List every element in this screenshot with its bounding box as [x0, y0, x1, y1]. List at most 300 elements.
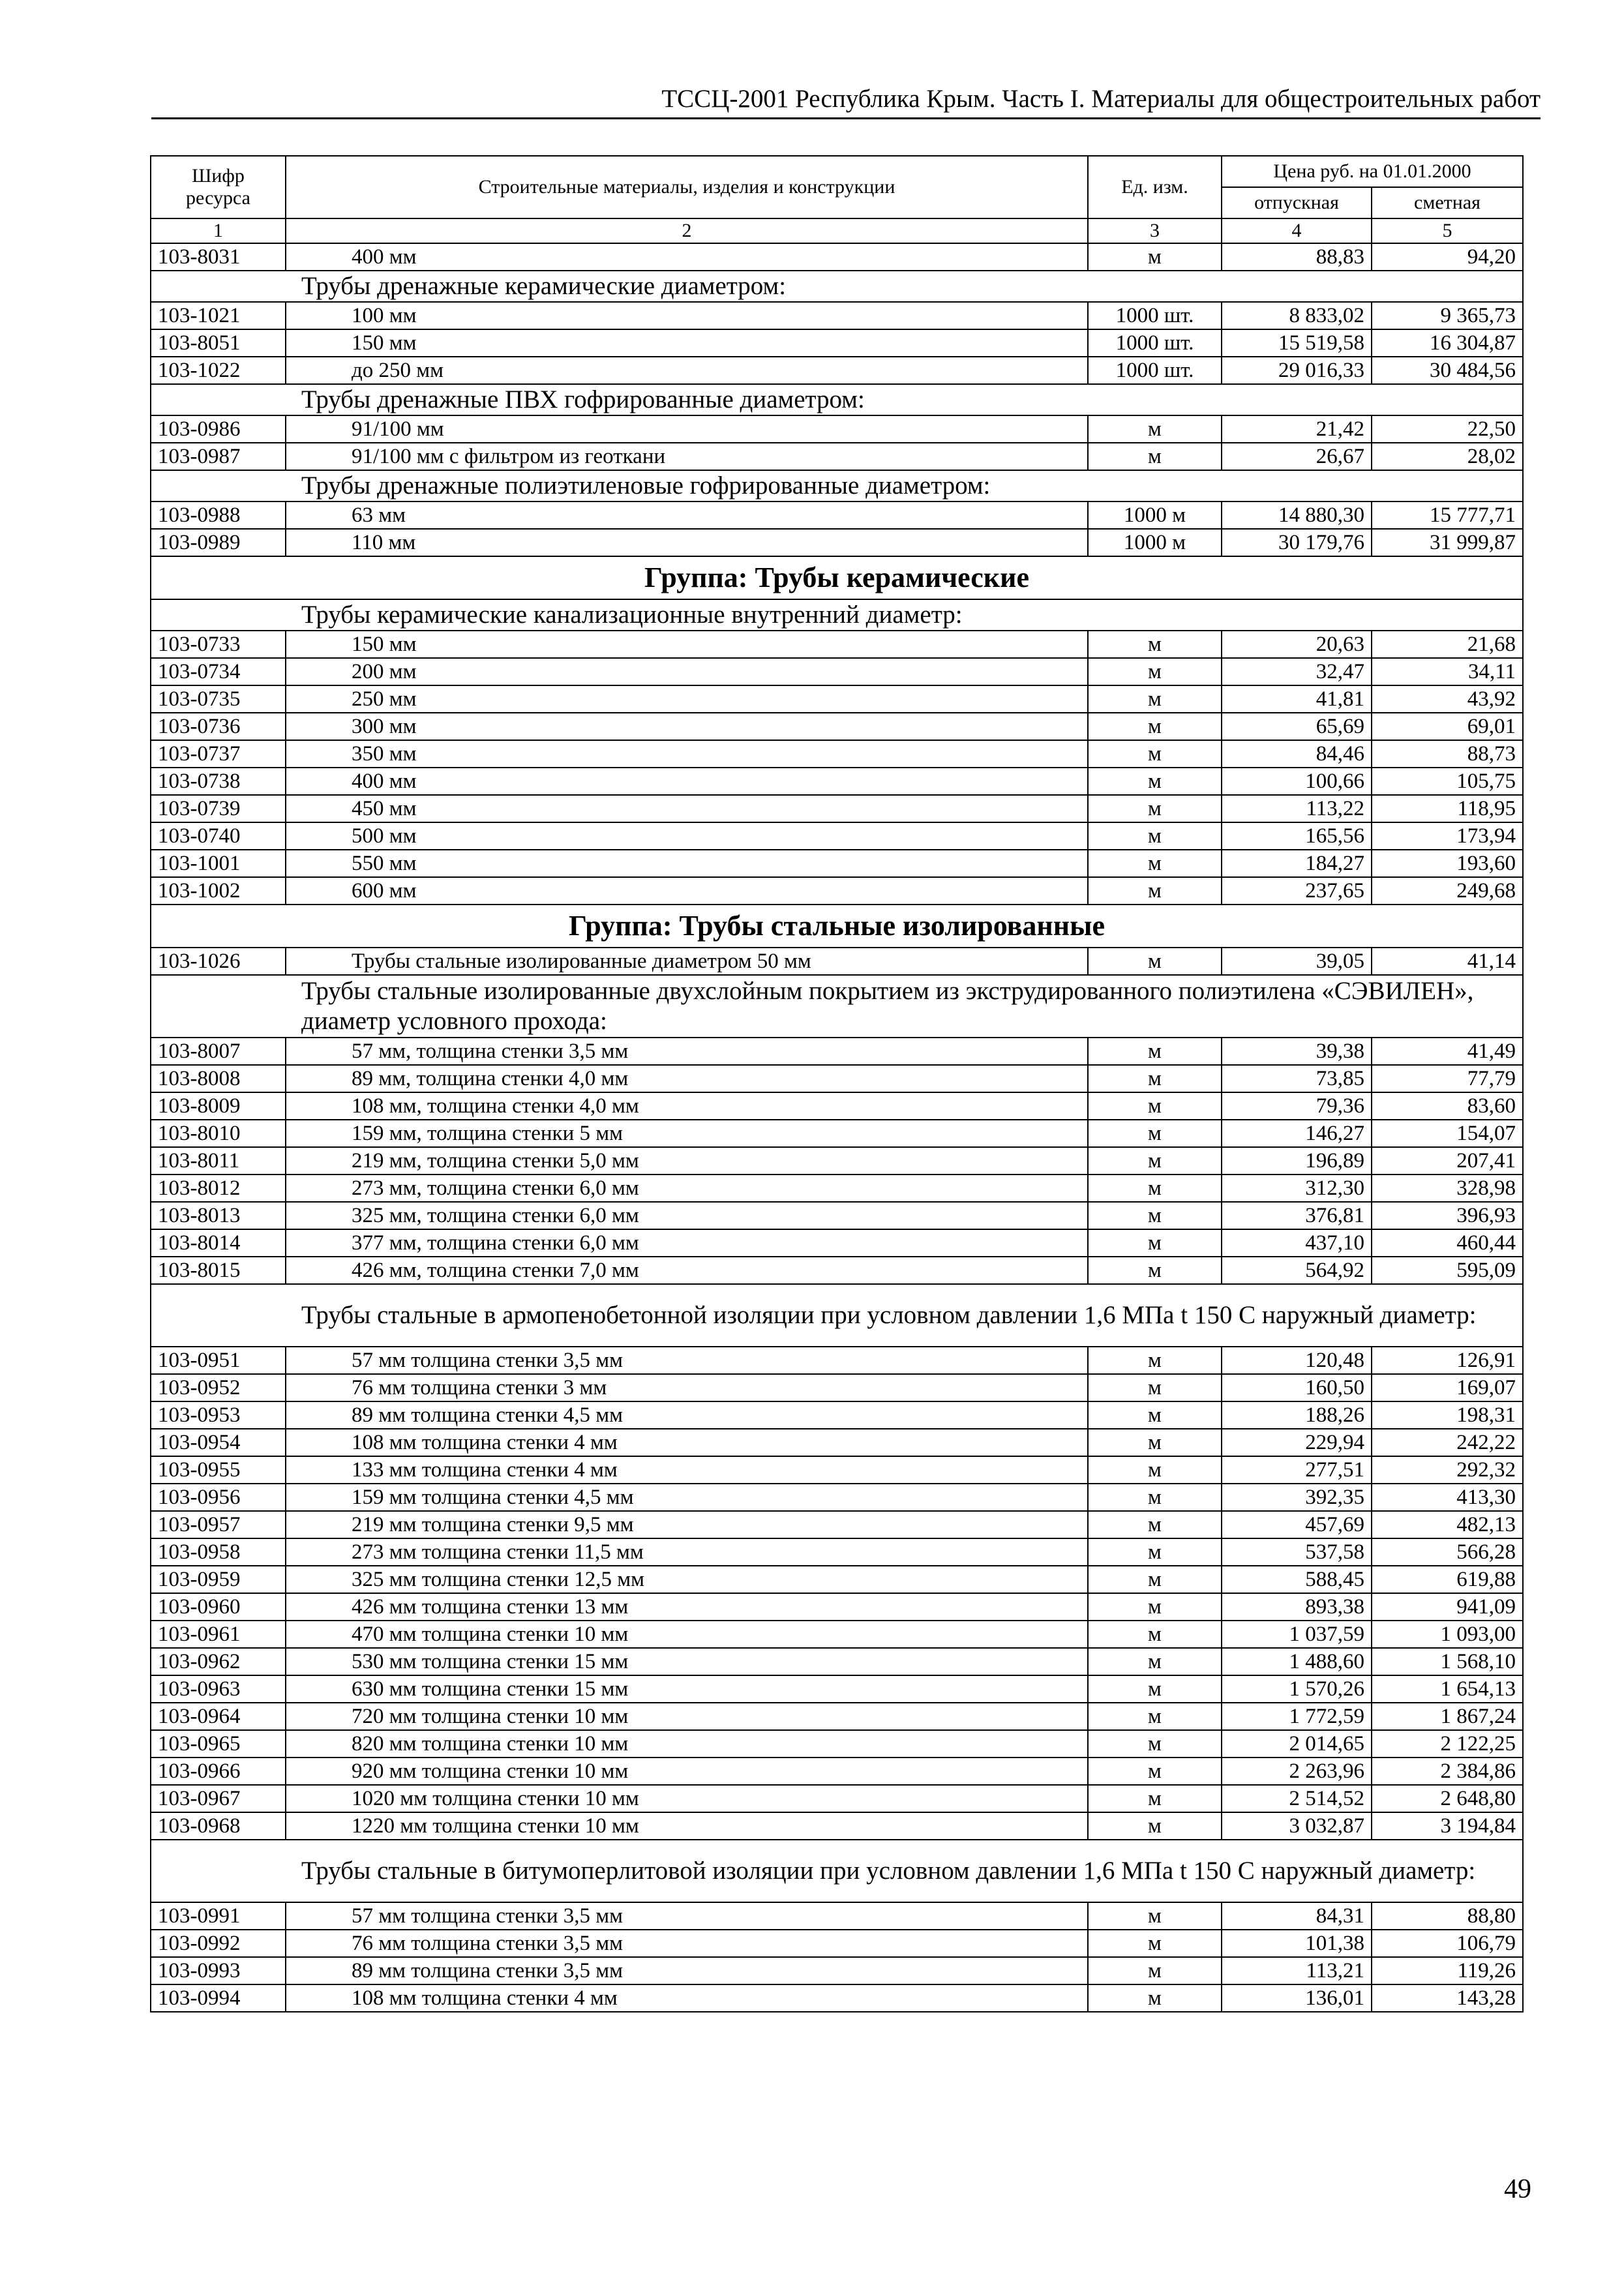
header-rule — [151, 117, 1541, 119]
release-price-cell: 1 772,59 — [1222, 1703, 1372, 1730]
table-body — [151, 243, 1523, 2012]
estimate-price-cell: 105,75 — [1372, 768, 1523, 795]
material-name-cell: 426 мм толщина стенки 13 мм — [286, 1593, 1088, 1621]
table-header-row — [151, 156, 1523, 187]
table-row — [151, 1703, 1523, 1730]
unit-cell: м — [1088, 768, 1222, 795]
resource-code-cell: 103-8051 — [151, 329, 286, 357]
resource-code-cell: 103-0738 — [151, 768, 286, 795]
unit-cell: м — [1088, 1202, 1222, 1229]
resource-code-cell: 103-8014 — [151, 1229, 286, 1257]
estimate-price-cell: 126,91 — [1372, 1347, 1523, 1374]
estimate-price-cell: 94,20 — [1372, 243, 1523, 271]
table-row — [151, 329, 1523, 357]
column-number: 5 — [1372, 218, 1523, 243]
resource-code-cell: 103-8011 — [151, 1147, 286, 1174]
unit-cell: 1000 шт. — [1088, 357, 1222, 384]
table-row — [151, 713, 1523, 740]
estimate-price-cell: 119,26 — [1372, 1957, 1523, 1984]
material-name-cell: 400 мм — [286, 243, 1088, 271]
section-title: Трубы стальные в армопенобетонной изоляции при условном давлении 1,6 МПа t 150 С наружный диаметр: — [151, 1284, 1523, 1347]
table-row — [151, 501, 1523, 529]
unit-cell: м — [1088, 1429, 1222, 1456]
estimate-price-cell: 3 194,84 — [1372, 1812, 1523, 1840]
estimate-price-cell: 41,14 — [1372, 948, 1523, 975]
unit-cell: м — [1088, 1401, 1222, 1429]
table-row — [151, 631, 1523, 658]
table-row — [151, 1257, 1523, 1284]
resource-code-cell: 103-0737 — [151, 740, 286, 768]
estimate-price-cell: 292,32 — [1372, 1456, 1523, 1484]
material-name-cell: 1020 мм толщина стенки 10 мм — [286, 1785, 1088, 1812]
estimate-price-cell: 198,31 — [1372, 1401, 1523, 1429]
column-header-code: Шифр ресурса — [151, 156, 286, 218]
resource-code-cell: 103-0955 — [151, 1456, 286, 1484]
group-title: Группа: Трубы стальные изолированные — [151, 905, 1523, 948]
table-row — [151, 850, 1523, 877]
resource-code-cell: 103-8008 — [151, 1065, 286, 1092]
material-name-cell: 500 мм — [286, 822, 1088, 850]
table-row — [151, 1648, 1523, 1675]
resource-code-cell: 103-0957 — [151, 1511, 286, 1538]
section-title: Трубы дренажные ПВХ гофрированные диаметром: — [151, 384, 1523, 415]
material-name-cell: 550 мм — [286, 850, 1088, 877]
unit-cell: м — [1088, 1038, 1222, 1065]
release-price-cell: 160,50 — [1222, 1374, 1372, 1401]
resource-code-cell: 103-0960 — [151, 1593, 286, 1621]
release-price-cell: 2 014,65 — [1222, 1730, 1372, 1758]
unit-cell: м — [1088, 1730, 1222, 1758]
table-row — [151, 1812, 1523, 1840]
material-name-cell: 325 мм толщина стенки 12,5 мм — [286, 1566, 1088, 1593]
unit-cell: м — [1088, 795, 1222, 822]
material-name-cell: 91/100 мм с фильтром из геоткани — [286, 443, 1088, 470]
material-name-cell: 426 мм, толщина стенки 7,0 мм — [286, 1257, 1088, 1284]
table-row — [151, 1347, 1523, 1374]
release-price-cell: 188,26 — [1222, 1401, 1372, 1429]
resource-code-cell: 103-0739 — [151, 795, 286, 822]
unit-cell: м — [1088, 1593, 1222, 1621]
release-price-cell: 376,81 — [1222, 1202, 1372, 1229]
section-row — [151, 599, 1523, 631]
material-name-cell: 377 мм, толщина стенки 6,0 мм — [286, 1229, 1088, 1257]
unit-cell: м — [1088, 1120, 1222, 1147]
unit-cell: м — [1088, 1566, 1222, 1593]
release-price-cell: 564,92 — [1222, 1257, 1372, 1284]
unit-cell: м — [1088, 822, 1222, 850]
resource-code-cell: 103-0958 — [151, 1538, 286, 1566]
release-price-cell: 79,36 — [1222, 1092, 1372, 1120]
section-row — [151, 271, 1523, 302]
table-row — [151, 1730, 1523, 1758]
page-number: 49 — [1504, 2174, 1531, 2204]
estimate-price-cell: 154,07 — [1372, 1120, 1523, 1147]
table-row — [151, 1202, 1523, 1229]
resource-code-cell: 103-0953 — [151, 1401, 286, 1429]
resource-code-cell: 103-8010 — [151, 1120, 286, 1147]
column-header-name: Строительные материалы, изделия и конструкции — [286, 156, 1088, 218]
release-price-cell: 165,56 — [1222, 822, 1372, 850]
table-row — [151, 658, 1523, 685]
unit-cell: м — [1088, 1621, 1222, 1648]
table-row — [151, 443, 1523, 470]
unit-cell: 1000 шт. — [1088, 329, 1222, 357]
unit-cell: м — [1088, 1902, 1222, 1930]
estimate-price-cell: 328,98 — [1372, 1174, 1523, 1202]
table-row — [151, 1174, 1523, 1202]
resource-code-cell: 103-0993 — [151, 1957, 286, 1984]
unit-cell: м — [1088, 1930, 1222, 1957]
release-price-cell: 113,22 — [1222, 795, 1372, 822]
release-price-cell: 237,65 — [1222, 877, 1372, 905]
release-price-cell: 229,94 — [1222, 1429, 1372, 1456]
table-row — [151, 1374, 1523, 1401]
material-name-cell: 150 мм — [286, 329, 1088, 357]
estimate-price-cell: 77,79 — [1372, 1065, 1523, 1092]
estimate-price-cell: 173,94 — [1372, 822, 1523, 850]
material-name-cell: 300 мм — [286, 713, 1088, 740]
unit-cell: м — [1088, 1229, 1222, 1257]
table-row — [151, 1147, 1523, 1174]
material-name-cell: 159 мм, толщина стенки 5 мм — [286, 1120, 1088, 1147]
release-price-cell: 437,10 — [1222, 1229, 1372, 1257]
unit-cell: м — [1088, 1092, 1222, 1120]
estimate-price-cell: 15 777,71 — [1372, 501, 1523, 529]
unit-cell: 1000 м — [1088, 501, 1222, 529]
table-row — [151, 685, 1523, 713]
table-row — [151, 529, 1523, 556]
table-row — [151, 1593, 1523, 1621]
resource-code-cell: 103-0966 — [151, 1758, 286, 1785]
table-row — [151, 740, 1523, 768]
table-row — [151, 1957, 1523, 1984]
estimate-price-cell: 566,28 — [1372, 1538, 1523, 1566]
unit-cell: м — [1088, 1758, 1222, 1785]
material-name-cell: 820 мм толщина стенки 10 мм — [286, 1730, 1088, 1758]
material-name-cell: 63 мм — [286, 501, 1088, 529]
estimate-price-cell: 30 484,56 — [1372, 357, 1523, 384]
release-price-cell: 1 570,26 — [1222, 1675, 1372, 1703]
material-name-cell: 600 мм — [286, 877, 1088, 905]
column-header-release: отпускная — [1222, 187, 1372, 218]
material-name-cell: 76 мм толщина стенки 3 мм — [286, 1374, 1088, 1401]
estimate-price-cell: 2 384,86 — [1372, 1758, 1523, 1785]
estimate-price-cell: 21,68 — [1372, 631, 1523, 658]
table-row — [151, 1511, 1523, 1538]
material-name-cell: 57 мм, толщина стенки 3,5 мм — [286, 1038, 1088, 1065]
table-row — [151, 1538, 1523, 1566]
release-price-cell: 120,48 — [1222, 1347, 1372, 1374]
unit-cell: м — [1088, 1374, 1222, 1401]
release-price-cell: 88,83 — [1222, 243, 1372, 271]
material-name-cell: Трубы стальные изолированные диаметром 50 мм — [286, 948, 1088, 975]
section-title: Трубы дренажные полиэтиленовые гофрированные диаметром: — [151, 470, 1523, 501]
unit-cell: м — [1088, 877, 1222, 905]
unit-cell: м — [1088, 1174, 1222, 1202]
release-price-cell: 2 514,52 — [1222, 1785, 1372, 1812]
release-price-cell: 312,30 — [1222, 1174, 1372, 1202]
release-price-cell: 73,85 — [1222, 1065, 1372, 1092]
release-price-cell: 8 833,02 — [1222, 302, 1372, 329]
resource-code-cell: 103-1021 — [151, 302, 286, 329]
estimate-price-cell: 242,22 — [1372, 1429, 1523, 1456]
table-row — [151, 1229, 1523, 1257]
group-row — [151, 556, 1523, 599]
material-name-cell: 159 мм толщина стенки 4,5 мм — [286, 1484, 1088, 1511]
estimate-price-cell: 9 365,73 — [1372, 302, 1523, 329]
unit-cell: м — [1088, 415, 1222, 443]
resource-code-cell: 103-0740 — [151, 822, 286, 850]
table-row — [151, 1785, 1523, 1812]
estimate-price-cell: 1 093,00 — [1372, 1621, 1523, 1648]
section-title: Трубы стальные изолированные двухслойным покрытием из экструдированного полиэтилена «СЭВИЛЕН», диаметр условного прохода: — [151, 975, 1523, 1038]
resource-code-cell: 103-8031 — [151, 243, 286, 271]
table-row — [151, 822, 1523, 850]
table-row — [151, 1456, 1523, 1484]
column-number-row — [151, 218, 1523, 243]
release-price-cell: 84,31 — [1222, 1902, 1372, 1930]
material-name-cell: 350 мм — [286, 740, 1088, 768]
estimate-price-cell: 43,92 — [1372, 685, 1523, 713]
unit-cell: м — [1088, 1538, 1222, 1566]
material-name-cell: 89 мм толщина стенки 3,5 мм — [286, 1957, 1088, 1984]
estimate-price-cell: 249,68 — [1372, 877, 1523, 905]
unit-cell: м — [1088, 1675, 1222, 1703]
column-header-price: Цена руб. на 01.01.2000 — [1222, 156, 1523, 187]
table-row — [151, 1038, 1523, 1065]
unit-cell: м — [1088, 1648, 1222, 1675]
resource-code-cell: 103-0967 — [151, 1785, 286, 1812]
unit-cell: м — [1088, 740, 1222, 768]
material-name-cell: 450 мм — [286, 795, 1088, 822]
unit-cell: м — [1088, 1511, 1222, 1538]
material-name-cell: 100 мм — [286, 302, 1088, 329]
estimate-price-cell: 2 122,25 — [1372, 1730, 1523, 1758]
unit-cell: м — [1088, 243, 1222, 271]
unit-cell: м — [1088, 1456, 1222, 1484]
estimate-price-cell: 41,49 — [1372, 1038, 1523, 1065]
material-name-cell: 325 мм, толщина стенки 6,0 мм — [286, 1202, 1088, 1229]
resource-code-cell: 103-0954 — [151, 1429, 286, 1456]
material-name-cell: 89 мм, толщина стенки 4,0 мм — [286, 1065, 1088, 1092]
unit-cell: м — [1088, 1347, 1222, 1374]
material-name-cell: 57 мм толщина стенки 3,5 мм — [286, 1347, 1088, 1374]
table-row — [151, 1621, 1523, 1648]
table-row — [151, 1930, 1523, 1957]
table-row — [151, 1566, 1523, 1593]
material-name-cell: 720 мм толщина стенки 10 мм — [286, 1703, 1088, 1730]
table-row — [151, 357, 1523, 384]
table-row — [151, 1902, 1523, 1930]
resource-code-cell: 103-0987 — [151, 443, 286, 470]
unit-cell: м — [1088, 631, 1222, 658]
estimate-price-cell: 88,80 — [1372, 1902, 1523, 1930]
section-row — [151, 384, 1523, 415]
table-row — [151, 1120, 1523, 1147]
release-price-cell: 1 488,60 — [1222, 1648, 1372, 1675]
unit-cell: м — [1088, 1257, 1222, 1284]
section-row — [151, 470, 1523, 501]
release-price-cell: 893,38 — [1222, 1593, 1372, 1621]
release-price-cell: 21,42 — [1222, 415, 1372, 443]
material-name-cell: 400 мм — [286, 768, 1088, 795]
resource-code-cell: 103-1026 — [151, 948, 286, 975]
table-row — [151, 795, 1523, 822]
resource-code-cell: 103-0992 — [151, 1930, 286, 1957]
release-price-cell: 84,46 — [1222, 740, 1372, 768]
resource-code-cell: 103-0959 — [151, 1566, 286, 1593]
release-price-cell: 196,89 — [1222, 1147, 1372, 1174]
resource-code-cell: 103-8013 — [151, 1202, 286, 1229]
resource-code-cell: 103-0734 — [151, 658, 286, 685]
table-row — [151, 948, 1523, 975]
table-row — [151, 877, 1523, 905]
release-price-cell: 32,47 — [1222, 658, 1372, 685]
estimate-price-cell: 1 568,10 — [1372, 1648, 1523, 1675]
estimate-price-cell: 460,44 — [1372, 1229, 1523, 1257]
resource-code-cell: 103-0986 — [151, 415, 286, 443]
material-name-cell: 108 мм, толщина стенки 4,0 мм — [286, 1092, 1088, 1120]
release-price-cell: 29 016,33 — [1222, 357, 1372, 384]
table-row — [151, 1429, 1523, 1456]
section-row — [151, 1840, 1523, 1902]
resource-code-cell: 103-0735 — [151, 685, 286, 713]
unit-cell: м — [1088, 1147, 1222, 1174]
estimate-price-cell: 28,02 — [1372, 443, 1523, 470]
unit-cell: м — [1088, 1065, 1222, 1092]
table-row — [151, 243, 1523, 271]
release-price-cell: 3 032,87 — [1222, 1812, 1372, 1840]
estimate-price-cell: 16 304,87 — [1372, 329, 1523, 357]
unit-cell: м — [1088, 713, 1222, 740]
group-title: Группа: Трубы керамические — [151, 556, 1523, 599]
resource-code-cell: 103-0961 — [151, 1621, 286, 1648]
resource-code-cell: 103-0963 — [151, 1675, 286, 1703]
unit-cell: м — [1088, 443, 1222, 470]
material-name-cell: 57 мм толщина стенки 3,5 мм — [286, 1902, 1088, 1930]
section-title: Трубы стальные в битумоперлитовой изоляции при условном давлении 1,6 МПа t 150 С наружный диаметр: — [151, 1840, 1523, 1902]
group-row — [151, 905, 1523, 948]
resource-code-cell: 103-0964 — [151, 1703, 286, 1730]
resource-code-cell: 103-8009 — [151, 1092, 286, 1120]
material-name-cell: 219 мм, толщина стенки 5,0 мм — [286, 1147, 1088, 1174]
estimate-price-cell: 2 648,80 — [1372, 1785, 1523, 1812]
release-price-cell: 39,05 — [1222, 948, 1372, 975]
estimate-price-cell: 34,11 — [1372, 658, 1523, 685]
material-name-cell: 630 мм толщина стенки 15 мм — [286, 1675, 1088, 1703]
column-number: 1 — [151, 218, 286, 243]
section-title: Трубы дренажные керамические диаметром: — [151, 271, 1523, 302]
release-price-cell: 14 880,30 — [1222, 501, 1372, 529]
release-price-cell: 537,58 — [1222, 1538, 1372, 1566]
release-price-cell: 100,66 — [1222, 768, 1372, 795]
page-header: ТССЦ-2001 Республика Крым. Часть I. Материалы для общестроительных работ — [661, 85, 1541, 113]
unit-cell: м — [1088, 1984, 1222, 2012]
estimate-price-cell: 83,60 — [1372, 1092, 1523, 1120]
resource-code-cell: 103-8012 — [151, 1174, 286, 1202]
resource-code-cell: 103-0968 — [151, 1812, 286, 1840]
unit-cell: м — [1088, 1484, 1222, 1511]
resource-code-cell: 103-0988 — [151, 501, 286, 529]
release-price-cell: 2 263,96 — [1222, 1758, 1372, 1785]
release-price-cell: 277,51 — [1222, 1456, 1372, 1484]
unit-cell: м — [1088, 1812, 1222, 1840]
estimate-price-cell: 69,01 — [1372, 713, 1523, 740]
unit-cell: м — [1088, 658, 1222, 685]
table-row — [151, 302, 1523, 329]
release-price-cell: 113,21 — [1222, 1957, 1372, 1984]
material-name-cell: 219 мм толщина стенки 9,5 мм — [286, 1511, 1088, 1538]
release-price-cell: 457,69 — [1222, 1511, 1372, 1538]
price-table — [150, 155, 1524, 2012]
resource-code-cell: 103-0736 — [151, 713, 286, 740]
material-name-cell: 920 мм толщина стенки 10 мм — [286, 1758, 1088, 1785]
table-row — [151, 1092, 1523, 1120]
unit-cell: м — [1088, 685, 1222, 713]
estimate-price-cell: 31 999,87 — [1372, 529, 1523, 556]
release-price-cell: 41,81 — [1222, 685, 1372, 713]
material-name-cell: 133 мм толщина стенки 4 мм — [286, 1456, 1088, 1484]
resource-code-cell: 103-8007 — [151, 1038, 286, 1065]
estimate-price-cell: 118,95 — [1372, 795, 1523, 822]
material-name-cell: 250 мм — [286, 685, 1088, 713]
material-name-cell: 108 мм толщина стенки 4 мм — [286, 1984, 1088, 2012]
estimate-price-cell: 169,07 — [1372, 1374, 1523, 1401]
resource-code-cell: 103-0952 — [151, 1374, 286, 1401]
resource-code-cell: 103-0991 — [151, 1902, 286, 1930]
release-price-cell: 26,67 — [1222, 443, 1372, 470]
resource-code-cell: 103-1001 — [151, 850, 286, 877]
unit-cell: м — [1088, 1785, 1222, 1812]
material-name-cell: 530 мм толщина стенки 15 мм — [286, 1648, 1088, 1675]
unit-cell: м — [1088, 948, 1222, 975]
resource-code-cell: 103-8015 — [151, 1257, 286, 1284]
release-price-cell: 101,38 — [1222, 1930, 1372, 1957]
estimate-price-cell: 482,13 — [1372, 1511, 1523, 1538]
material-name-cell: до 250 мм — [286, 357, 1088, 384]
table-row — [151, 1984, 1523, 2012]
resource-code-cell: 103-0965 — [151, 1730, 286, 1758]
estimate-price-cell: 106,79 — [1372, 1930, 1523, 1957]
section-title: Трубы керамические канализационные внутренний диаметр: — [151, 599, 1523, 631]
release-price-cell: 588,45 — [1222, 1566, 1372, 1593]
material-name-cell: 89 мм толщина стенки 4,5 мм — [286, 1401, 1088, 1429]
table-row — [151, 1065, 1523, 1092]
resource-code-cell: 103-0994 — [151, 1984, 286, 2012]
resource-code-cell: 103-1022 — [151, 357, 286, 384]
release-price-cell: 30 179,76 — [1222, 529, 1372, 556]
estimate-price-cell: 88,73 — [1372, 740, 1523, 768]
estimate-price-cell: 143,28 — [1372, 1984, 1523, 2012]
unit-cell: 1000 шт. — [1088, 302, 1222, 329]
unit-cell: м — [1088, 1957, 1222, 1984]
resource-code-cell: 103-0956 — [151, 1484, 286, 1511]
release-price-cell: 184,27 — [1222, 850, 1372, 877]
release-price-cell: 20,63 — [1222, 631, 1372, 658]
material-name-cell: 91/100 мм — [286, 415, 1088, 443]
column-header-unit: Ед. изм. — [1088, 156, 1222, 218]
material-name-cell: 1220 мм толщина стенки 10 мм — [286, 1812, 1088, 1840]
release-price-cell: 136,01 — [1222, 1984, 1372, 2012]
estimate-price-cell: 207,41 — [1372, 1147, 1523, 1174]
resource-code-cell: 103-0733 — [151, 631, 286, 658]
table-row — [151, 1675, 1523, 1703]
estimate-price-cell: 1 654,13 — [1372, 1675, 1523, 1703]
resource-code-cell: 103-0962 — [151, 1648, 286, 1675]
material-name-cell: 200 мм — [286, 658, 1088, 685]
estimate-price-cell: 1 867,24 — [1372, 1703, 1523, 1730]
estimate-price-cell: 941,09 — [1372, 1593, 1523, 1621]
